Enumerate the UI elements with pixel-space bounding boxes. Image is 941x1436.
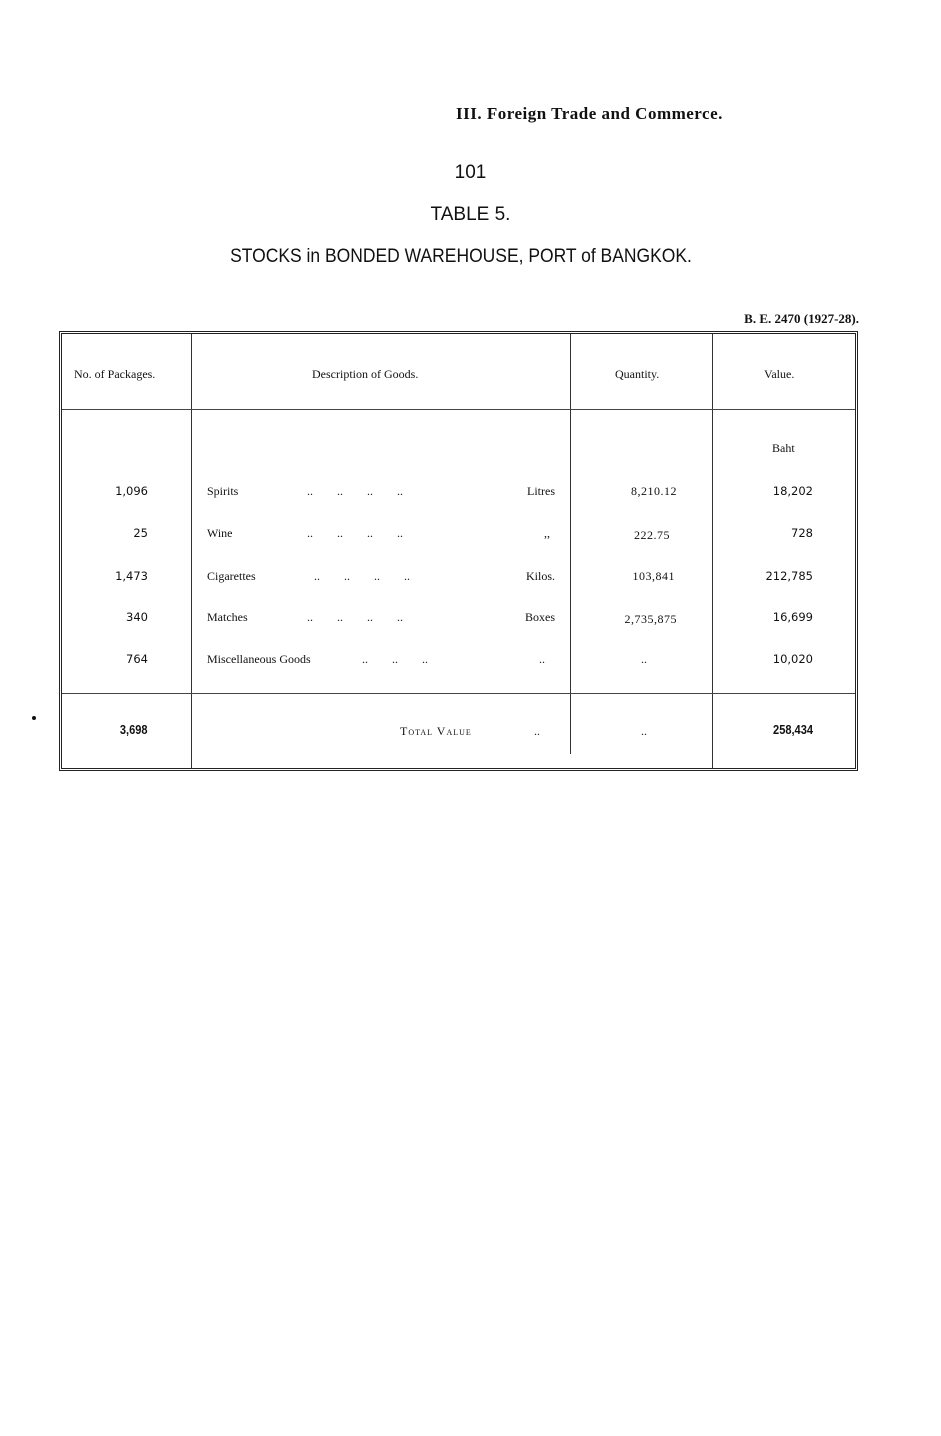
leader-dots: .. .. .. .. [307,610,403,624]
table-row-quantity: 8,210.12 [631,484,677,498]
total-label: Total Value [400,724,472,738]
leader-dots: .. .. .. .. [307,526,403,540]
leader-dots: .. .. .. [362,652,428,666]
margin-mark [32,716,36,720]
table-row-quantity: 103,841 [632,569,675,583]
table-row-unit: Boxes [525,610,555,624]
table-title: STOCKS in BONDED WAREHOUSE, PORT of BANGKOK. [230,246,692,267]
table-row-packages: 764 [126,652,148,666]
stocks-table [59,331,858,771]
table-row-packages: 1,473 [115,569,148,583]
total-rule [62,693,855,694]
period-label: B. E. 2470 (1927-28). [744,311,859,326]
table-row-unit: .. [539,652,545,666]
header-rule [62,409,855,410]
column-divider [712,334,713,768]
total-quantity: .. [641,724,647,738]
table-row-description: Wine [207,526,233,540]
header-value: Value. [764,367,795,381]
table-row-unit: Kilos. [525,569,555,583]
table-row-quantity: 222.75 [634,528,670,542]
total-value: 258,434 [773,722,813,737]
column-divider [191,334,192,768]
table-row-value: 10,020 [772,652,813,666]
table-row-packages: 1,096 [115,484,148,498]
table-number: TABLE 5. [430,204,511,225]
total-packages: 3,698 [120,722,148,737]
table-row-value: 212,785 [765,569,813,583]
table-row-packages: 25 [133,526,148,540]
table-row-packages: 340 [126,610,148,624]
column-divider [570,334,571,754]
header-description: Description of Goods. [312,367,419,381]
leader-dots: .. .. .. .. [307,484,403,498]
header-quantity: Quantity. [615,367,660,381]
page-number: 101 [454,162,487,183]
table-row-description: Cigarettes [207,569,256,583]
table-row-value: 16,699 [772,610,813,624]
table-row-value: 728 [791,526,813,540]
value-unit: Baht [772,441,795,455]
table-row-description: Spirits [207,484,239,498]
table-row-description: Matches [207,610,248,624]
table-row-quantity: .. [641,652,647,666]
table-row-quantity: 2,735,875 [624,612,677,626]
table-row-unit: Litres [527,484,555,498]
table-row-value: 18,202 [772,484,813,498]
section-header: III. Foreign Trade and Commerce. [456,104,723,123]
table-row-description: Miscellaneous Goods [207,652,311,666]
header-packages: No. of Packages. [74,367,156,381]
leader-dots: .. .. .. .. [314,569,410,583]
table-row-unit: ,, [544,526,550,540]
total-unit: .. [534,724,540,738]
